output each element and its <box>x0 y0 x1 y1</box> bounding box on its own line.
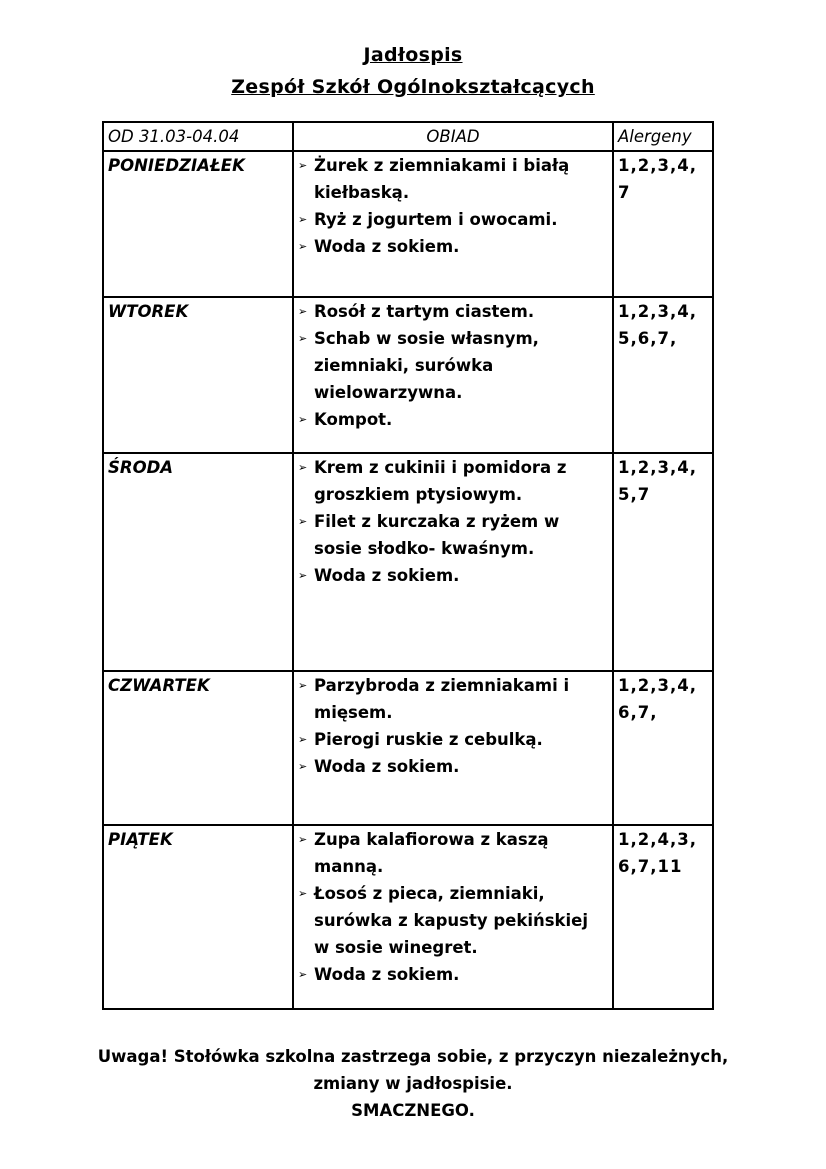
allergens-cell: 1,2,3,4, 7 <box>613 151 713 297</box>
day-cell: PIĄTEK <box>103 825 293 1009</box>
list-item: ➢ Ryż z jogurtem i owocami. <box>298 206 608 233</box>
list-item: ➢ Zupa kalafiorowa z kaszą manną. <box>298 826 608 880</box>
table-row <box>103 151 713 297</box>
list-item: ➢ Woda z sokiem. <box>298 961 608 988</box>
table-row <box>103 671 713 825</box>
header-lunch: OBIAD <box>293 122 613 151</box>
allergens-cell: 1,2,3,4, 5,6,7, <box>613 297 713 453</box>
list-item: ➢ Woda z sokiem. <box>298 753 608 780</box>
allergens-cell: 1,2,4,3, 6,7,11 <box>613 825 713 1009</box>
allergens-cell: 1,2,3,4, 6,7, <box>613 671 713 825</box>
table-header-row <box>103 122 713 151</box>
list-item: ➢ Żurek z ziemniakami i białą kiełbaską. <box>298 152 608 206</box>
day-cell: CZWARTEK <box>103 671 293 825</box>
list-item: ➢ Pierogi ruskie z cebulką. <box>298 726 608 753</box>
header-allergens: Alergeny <box>613 122 713 151</box>
table-row <box>103 825 713 1009</box>
footer-notice: Uwaga! Stołówka szkolna zastrzega sobie, z przyczyn niezależnych, <box>97 1047 729 1066</box>
list-item: ➢ Krem z cukinii i pomidora z groszkiem ptysiowym. <box>298 454 608 508</box>
table-row <box>103 453 713 671</box>
lunch-cell <box>293 453 613 671</box>
list-item: ➢ Łosoś z pieca, ziemniaki, surówka z kapusty pekińskiej w sosie winegret. <box>298 880 608 961</box>
menu-table <box>102 121 714 1010</box>
list-item: ➢ Woda z sokiem. <box>298 562 608 589</box>
list-item: ➢ Filet z kurczaka z ryżem w sosie słodko- kwaśnym. <box>298 508 608 562</box>
lunch-cell <box>293 297 613 453</box>
day-cell: ŚRODA <box>103 453 293 671</box>
lunch-cell <box>293 151 613 297</box>
list-item: ➢ Woda z sokiem. <box>298 233 608 260</box>
list-item: ➢ Parzybroda z ziemniakami i mięsem. <box>298 672 608 726</box>
header-period: OD 31.03-04.04 <box>103 122 293 151</box>
footer-notice-continued: zmiany w jadłospisie. <box>313 1074 513 1093</box>
lunch-cell <box>293 825 613 1009</box>
list-item: ➢ Rosół z tartym ciastem. <box>298 298 608 325</box>
footer-closing: SMACZNEGO. <box>351 1101 475 1120</box>
allergens-cell: 1,2,3,4, 5,7 <box>613 453 713 671</box>
day-cell: PONIEDZIAŁEK <box>103 151 293 297</box>
list-item: ➢ Schab w sosie własnym, ziemniaki, surówka wielowarzywna. <box>298 325 608 406</box>
list-item: ➢ Kompot. <box>298 406 608 433</box>
page-subtitle: Zespół Szkół Ogólnokształcących <box>231 76 595 98</box>
day-cell: WTOREK <box>103 297 293 453</box>
table-row <box>103 297 713 453</box>
lunch-cell <box>293 671 613 825</box>
page-title: Jadłospis <box>363 44 463 66</box>
